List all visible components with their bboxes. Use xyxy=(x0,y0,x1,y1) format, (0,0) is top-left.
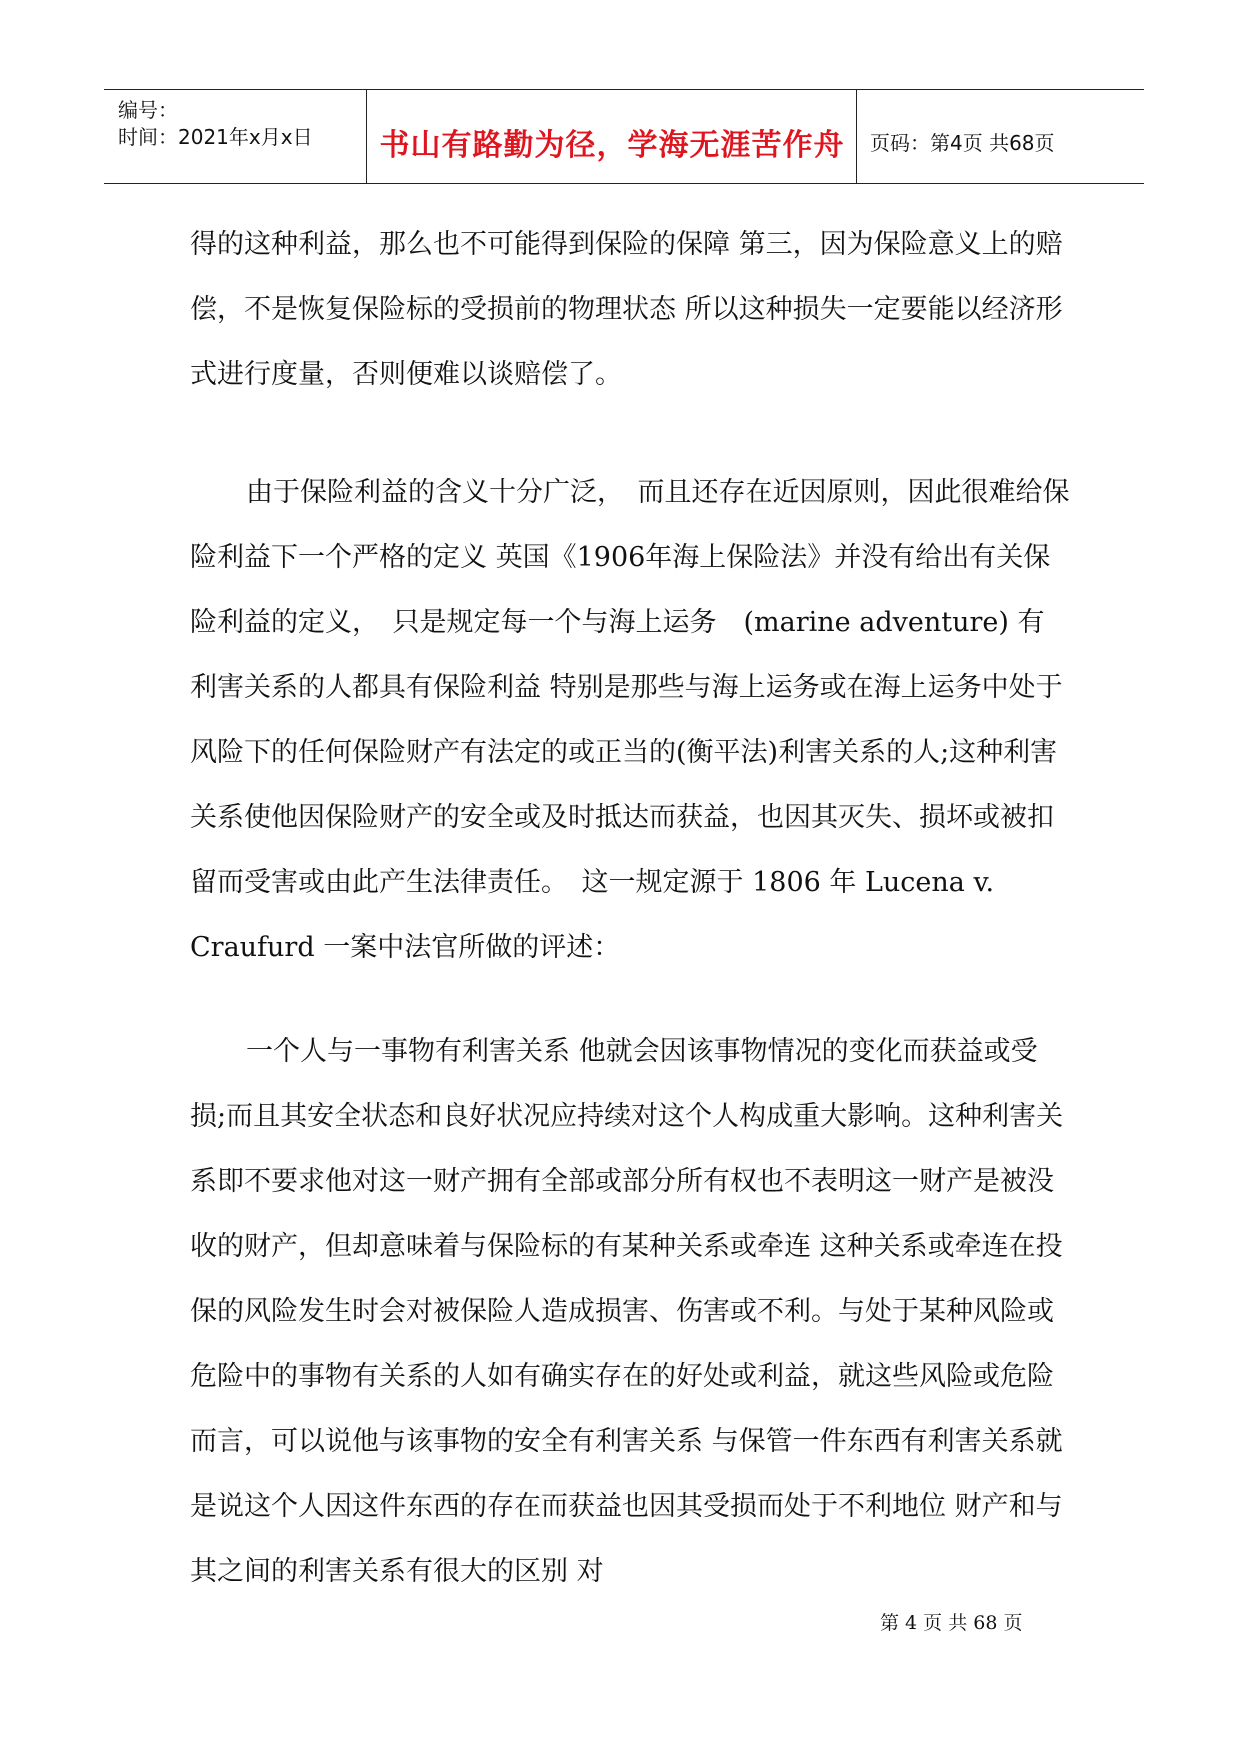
header-slogan: 书山有路勤为径，学海无涯苦作舟 xyxy=(379,128,845,163)
paragraph-text: 一个人与一事物有利害关系 他就会因该事物情况的变化而获益或受损;而且其安全状态和良好状况应持续对这个人构成重大影响。这种利害关系即不要求他对这一财产拥有全部或部分所有权也不表明这一财产是被没收的财产，但却意味着与保险标的有某种关系或牵连 这种关系或牵连在投保的风险发生时会对被保险人造成损害、伤害或不利。与处于某种风险或危险中的事物有关系的人如有确实存在的好处或利益，就这些风险或危险而言，可以说他与该事物的安全有利害关系 与保管一件东西有利害关系就是说这个人因这件东西的存在而获益也因其受损而处于不利地位 财产和与其之间的利害关系有很大的区别 对 xyxy=(190,1036,1064,1587)
header-divider xyxy=(366,90,367,183)
document-number-label: 编号： xyxy=(118,98,178,122)
page-footer: 第 4 页 共 68 页 xyxy=(880,1612,1023,1634)
paragraph-text: 得的这种利益，那么也不可能得到保险的保障 第三，因为保险意义上的赔偿，不是恢复保险标的受损前的物理状态 所以这种损失一定要能以经济形式进行度量，否则便难以谈赔偿了。 xyxy=(190,229,1063,390)
header-meta xyxy=(118,90,366,183)
page-header xyxy=(104,89,1144,184)
body-paragraph xyxy=(190,460,1070,980)
header-page-number: 页码：第4页 共68页 xyxy=(870,131,1055,155)
paragraph-text: 由于保险利益的含义十分广泛， 而且还存在近因原则，因此很难给保险利益下一个严格的定义 英国《1906年海上保险法》并没有给出有关保险利益的定义， 只是规定每一个与海上运务 (marine adventure) 有利害关系的人都具有保险利益 特别是那些与海上运务或在海上运务中处于风险下的任何保险财产有法定的或正当的(衡平法)利害关系的人;这种利害关系使他因保险财产的安全或及时抵达而获益，也因其灭失、损坏或被扣留而受害或由此产生法律责任。 这一规定源于 1806 年 Lucena v. Craufurd 一案中法官所做的评述： xyxy=(190,477,1070,963)
body-paragraph xyxy=(190,212,1070,407)
document-date: 时间：2021年x月x日 xyxy=(118,125,313,149)
header-divider xyxy=(856,90,857,183)
body-paragraph xyxy=(190,1019,1070,1604)
